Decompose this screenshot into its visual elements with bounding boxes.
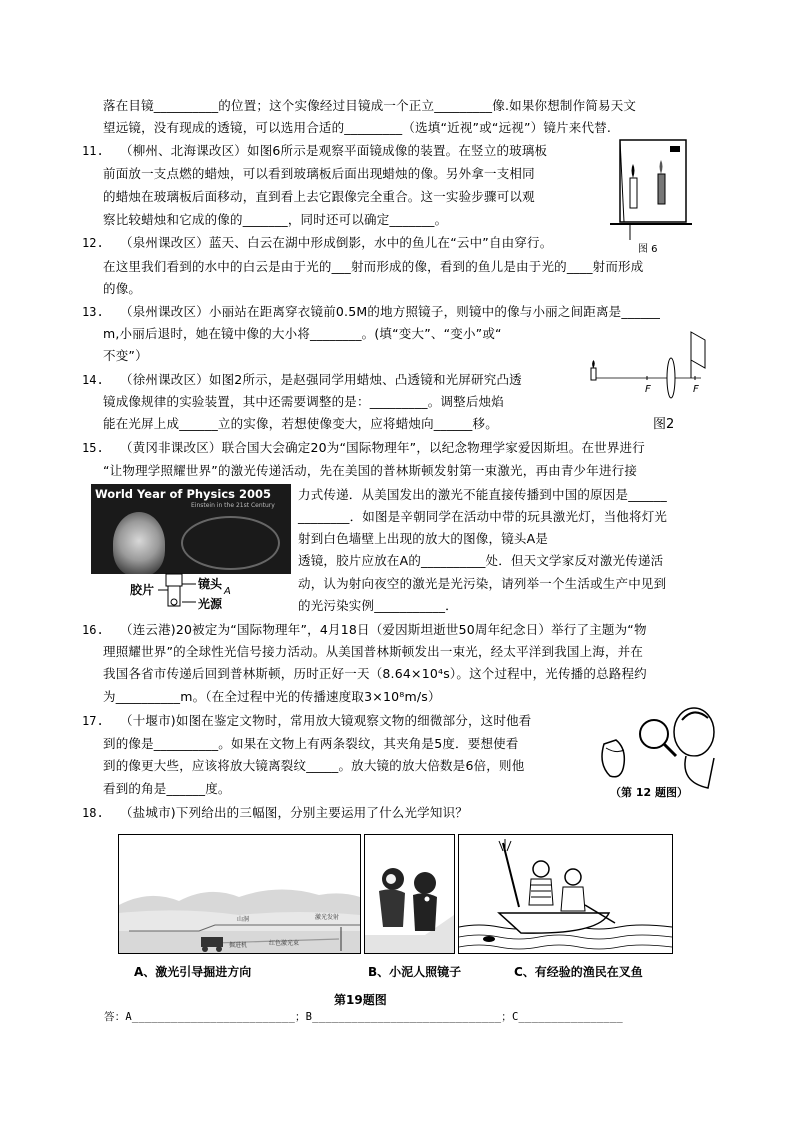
text-line: “让物理学照耀世界”的激光传递活动，先在美国的普林斯顿发射第一束激光，再由青少年进行接 <box>103 463 638 478</box>
text-line: 力式传递．从美国发出的激光不能直接传播到中国的原因是______ <box>298 487 667 502</box>
caption-a: A、激光引导掘进方向 <box>134 965 252 979</box>
text-line: 看到的角是______度。 <box>103 781 231 796</box>
figure-label: 图2 <box>653 417 675 432</box>
text-line: 不变”） <box>103 348 148 363</box>
text-line: （柳州、北海课改区）如图6所示是观察平面镜成像的装置。在竖立的玻璃板 <box>120 143 548 158</box>
picture-b-clay-figure-mirror <box>364 834 455 954</box>
text-line: 能在光屏上成______立的实像，若想使像变大，应将蜡烛向______移。 <box>103 416 498 431</box>
film-label: 胶片 <box>130 583 155 597</box>
text-line: m,小丽后退时，她在镜中像的大小将________。(填“变大”、“变小”或“ <box>103 326 502 341</box>
question-number: 13. <box>82 305 104 319</box>
physics-year-poster <box>91 484 291 574</box>
source-label: 光源 <box>198 597 223 611</box>
focal-point-label: F <box>645 384 651 395</box>
question-number: 18. <box>82 806 104 820</box>
question-number: 11. <box>82 144 104 158</box>
question-number: 14. <box>82 373 104 387</box>
question-number: 17. <box>82 714 104 728</box>
poster-subtitle: Einstein in the 21st Century <box>191 502 275 509</box>
figure-6-mirror-apparatus <box>600 138 692 256</box>
caption-b: B、小泥人照镜子 <box>368 965 462 979</box>
text-line: 在这里我们看到的水中的白云是由于光的___射而形成的像，看到的鱼儿是由于光的____射而形成 <box>103 259 644 274</box>
text-line: （泉州课改区）蓝天、白云在湖中形成倒影，水中的鱼儿在“云中”自由穿行。 <box>120 235 553 250</box>
text-line: ________．如图是辛朝同学在活动中带的玩具激光灯，当他将灯光 <box>298 509 668 524</box>
text-line: （连云港)20被定为“国际物理年”，4月18日（爱因斯坦逝世50周年纪念日）举行了主题为“物 <box>120 622 647 637</box>
text-line: 透镜，胶片应放在A的__________处．但天文学家反对激光传递活 <box>298 553 664 568</box>
figure-label: 图 6 <box>638 244 658 255</box>
question-number: 15. <box>82 441 104 455</box>
text-line: 到的像更大些，应该将放大镜离裂纹_____。放大镜的放大倍数是6倍，则他 <box>103 758 525 773</box>
figure-19-title: 第19题图 <box>334 993 387 1007</box>
text-line: 为__________m。（在全过程中光的传播速度取3×10⁸m/s） <box>103 689 441 704</box>
text-line: 落在目镜__________的位置；这个实像经过目镜成一个正立_________像.如果你想制作简易天文 <box>103 98 637 113</box>
lens-a-label: A <box>224 586 231 597</box>
text-line: 的像。 <box>103 281 142 296</box>
caption-c: C、有经验的渔民在叉鱼 <box>514 965 643 979</box>
text-line: （泉州课改区）小丽站在距离穿衣镜前0.5M的地方照镜子，则镜中的像与小丽之间距离是______ <box>120 304 661 319</box>
text-line: （十堰市)如图在鉴定文物时，常用放大镜观察文物的细微部分，这时他看 <box>120 713 532 728</box>
poster-orbit <box>181 516 280 570</box>
poster-title: World Year of Physics 2005 <box>95 487 272 501</box>
text-line: 到的像是__________。如果在文物上有两条裂纹，其夹角是5度．要想使看 <box>103 736 519 751</box>
map-label: 掘进机 <box>229 942 248 949</box>
lens-label: 镜头 <box>198 577 223 591</box>
text-line: 察比较蜡烛和它成的像的_______，同时还可以确定_______。 <box>103 212 448 227</box>
magnifier-illustration <box>590 702 720 802</box>
text-line: 镜成像规律的实验装置，其中还需要调整的是：_________。调整后烛焰 <box>103 394 504 409</box>
text-line: 前面放一支点燃的蜡烛，可以看到玻璃板后面出现蜡烛的像。另外拿一支相同 <box>103 166 535 181</box>
answer-line[interactable]: 答：A_________________________；B_____________________________；C________________ <box>104 1011 623 1023</box>
text-line: 理照耀世界”的全球性光信号接力活动。从美国普林斯顿发出一束光，经太平洋到我国上海，并在 <box>103 644 644 659</box>
picture-c-fisherman-spearing <box>458 834 673 954</box>
text-line: 我国各省市传递后回到普林斯顿，历时正好一天（8.64×10⁴s）。这个过程中，光传播的总路程约 <box>103 666 647 681</box>
text-line: 射到白色墙壁上出现的放大的图像，镜头A是 <box>298 531 549 546</box>
picture-a-laser-tunnel <box>118 834 361 954</box>
map-label: 红色激光束 <box>269 940 300 947</box>
question-number: 16. <box>82 623 104 637</box>
question-number: 12. <box>82 236 104 250</box>
text-line: （盐城市)下列给出的三幅图，分别主要运用了什么光学知识？ <box>120 805 468 820</box>
text-line: 的光污染实例___________． <box>298 598 458 613</box>
projector-diagram <box>120 572 240 612</box>
text-line: （徐州课改区）如图2所示，是赵强同学用蜡烛、凸透镜和光屏研究凸透 <box>120 372 522 387</box>
focal-point-label: F <box>693 384 699 395</box>
map-label: 山洞 <box>237 916 250 923</box>
figure-label: （第 12 题图） <box>610 786 688 799</box>
text-line: 望远镜，没有现成的透镜，可以选用合适的_________（选填“近视”或“远视”）镜片来代替. <box>103 120 612 135</box>
text-line: （黄冈非课改区）联合国大会确定20为“国际物理年”，以纪念物理学家爱因斯坦。在世界进行 <box>120 440 645 455</box>
text-line: 的蜡烛在玻璃板后面移动，直到看上去它跟像完全重合。这一实验步骤可以观 <box>103 189 535 204</box>
text-line: 动，认为射向夜空的激光是光污染，请列举一个生活或生产中见到 <box>298 576 667 591</box>
portrait <box>113 512 165 574</box>
map-label: 激光发射 <box>315 914 340 921</box>
figure-2-lens-bench <box>583 330 733 436</box>
